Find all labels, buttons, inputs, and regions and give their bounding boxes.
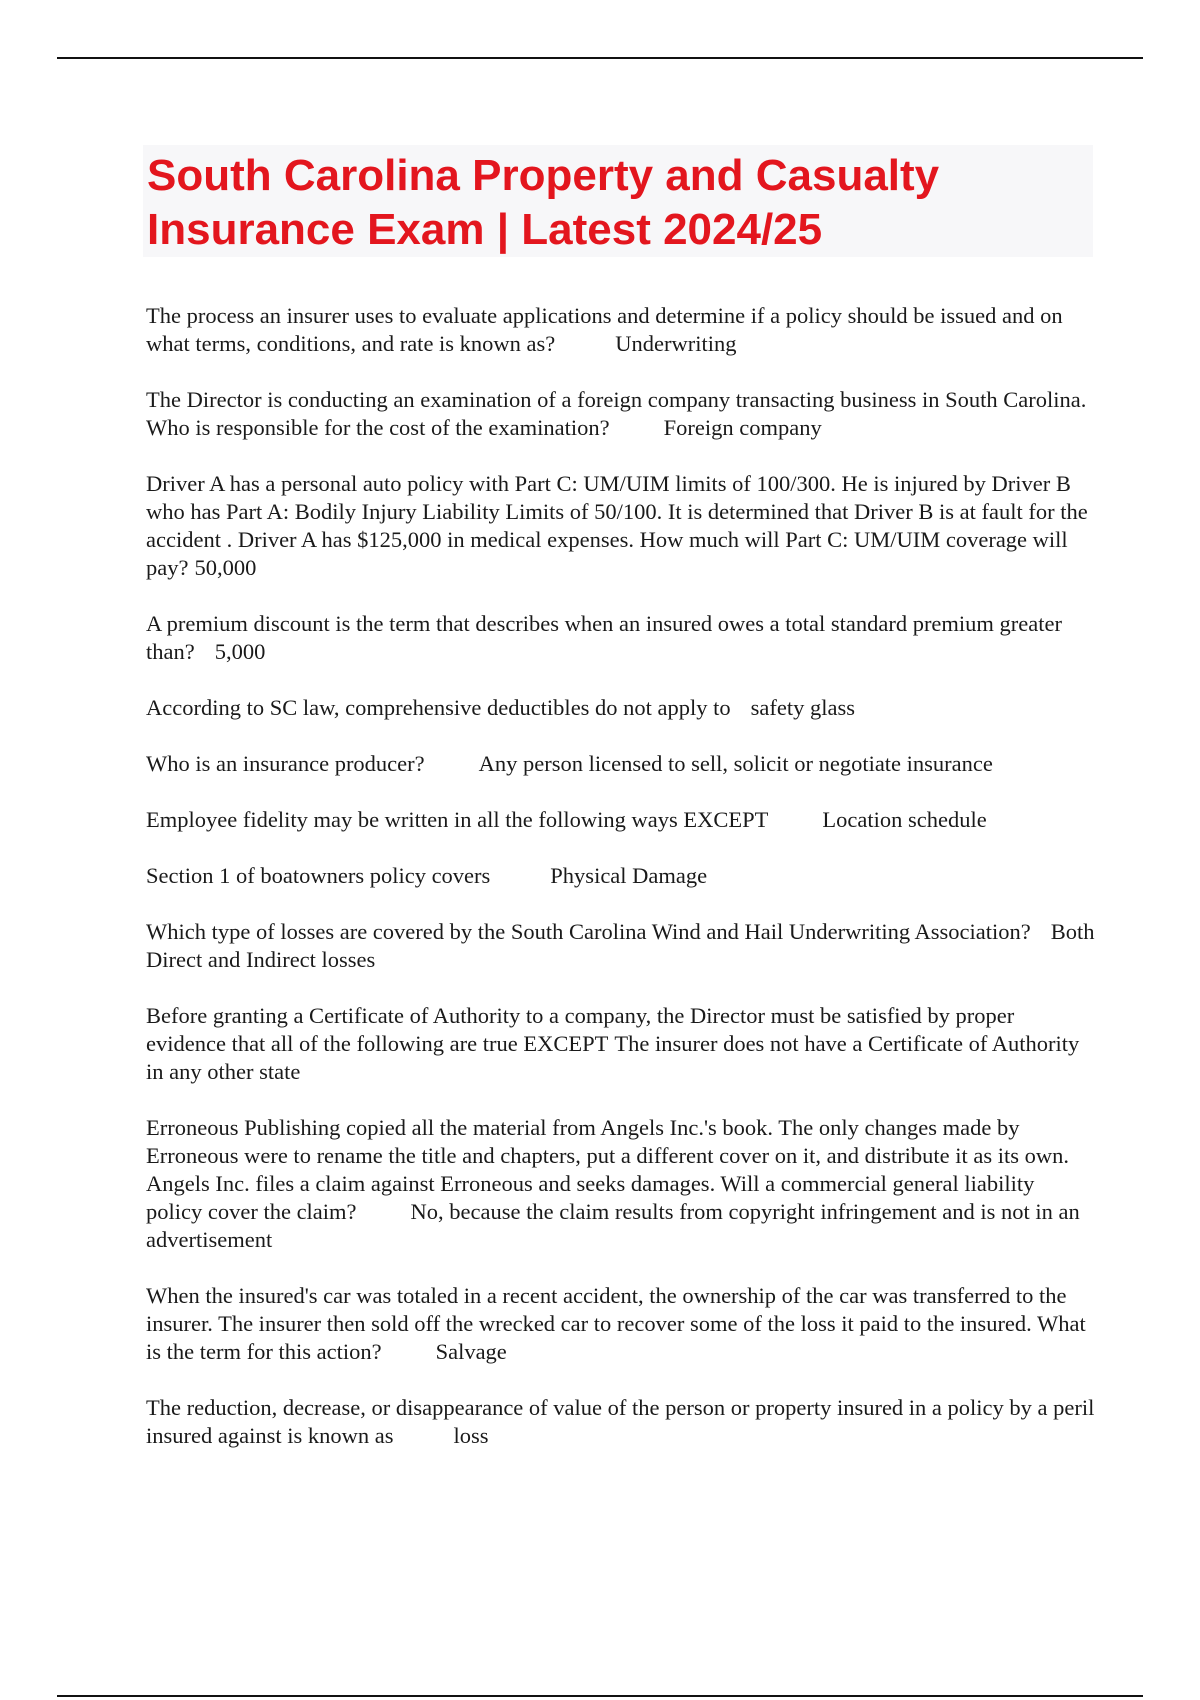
top-rule bbox=[57, 57, 1143, 59]
bottom-rule bbox=[57, 1695, 1143, 1697]
question-text: Erroneous Publishing copied all the material from Angels Inc.'s book. The only changes made by Erroneous were to rename the title and chapters, put a different cover on it, and distribute it as its own. Angels Inc. files a claim against Erroneous and seeks damages. Will a commercial general liability policy cover the claim? bbox=[146, 1115, 1070, 1224]
question-answer-list bbox=[146, 302, 1096, 1478]
answer-text: 5,000 bbox=[214, 639, 266, 664]
question-text: A premium discount is the term that describes when an insured owes a total standard premium greater than? bbox=[146, 611, 1062, 664]
question-text: When the insured's car was totaled in a recent accident, the ownership of the car was transferred to the insurer. The insurer then sold off the wrecked car to recover some of the loss it paid to the insured. What is the term for this action? bbox=[146, 1283, 1086, 1364]
qa-item-8 bbox=[146, 862, 1096, 890]
qa-item-4 bbox=[146, 610, 1096, 666]
question-text: Section 1 of boatowners policy covers bbox=[146, 863, 491, 888]
question-text: Driver A has a personal auto policy with Part C: UM/UIM limits of 100/300. He is injured by Driver B who has Part A: Bodily Injury Liability Limits of 50/100. It is determined that Driver B is at fault for the accident . Driver A has $125,000 in medical expenses. How much will Part C: UM/UIM coverage will pay? bbox=[146, 471, 1088, 580]
answer-text: Underwriting bbox=[615, 331, 737, 356]
qa-item-10 bbox=[146, 1002, 1096, 1086]
question-text: The Director is conducting an examination of a foreign company transacting business in South Carolina. Who is responsible for the cost of the examination? bbox=[146, 387, 1087, 440]
answer-text: The insurer does not have a Certificate of Authority in any other state bbox=[146, 1031, 1080, 1084]
answer-text: 50,000 bbox=[194, 555, 257, 580]
qa-item-11 bbox=[146, 1114, 1096, 1254]
qa-item-13 bbox=[146, 1394, 1096, 1450]
answer-text: safety glass bbox=[750, 695, 856, 720]
question-text: Which type of losses are covered by the South Carolina Wind and Hail Underwriting Association? bbox=[146, 919, 1031, 944]
question-text: According to SC law, comprehensive deductibles do not apply to bbox=[146, 695, 731, 720]
qa-item-3 bbox=[146, 470, 1096, 582]
question-text: The reduction, decrease, or disappearance of value of the person or property insured in a policy by a peril insured against is known as bbox=[146, 1395, 1095, 1448]
qa-item-12 bbox=[146, 1282, 1096, 1366]
qa-item-1 bbox=[146, 302, 1096, 358]
answer-text: Salvage bbox=[435, 1339, 507, 1364]
question-text: The process an insurer uses to evaluate applications and determine if a policy should be issued and on what terms, conditions, and rate is known as? bbox=[146, 303, 1063, 356]
question-text: Employee fidelity may be written in all the following ways EXCEPT bbox=[146, 807, 769, 832]
document-title: South Carolina Property and Casualty Insurance Exam | Latest 2024/25 bbox=[147, 151, 940, 254]
answer-text: No, because the claim results from copyright infringement and is not in an advertisement bbox=[146, 1199, 1080, 1252]
question-text: Before granting a Certificate of Authority to a company, the Director must be satisfied by proper evidence that all of the following are true EXCEPT bbox=[146, 1003, 1015, 1056]
answer-text: Foreign company bbox=[663, 415, 822, 440]
answer-text: loss bbox=[453, 1423, 489, 1448]
answer-text: Any person licensed to sell, solicit or negotiate insurance bbox=[478, 751, 993, 776]
title-banner bbox=[143, 145, 1093, 257]
qa-item-6 bbox=[146, 750, 1096, 778]
answer-text: Both Direct and Indirect losses bbox=[146, 919, 1095, 972]
qa-item-5 bbox=[146, 694, 1096, 722]
qa-item-7 bbox=[146, 806, 1096, 834]
answer-text: Physical Damage bbox=[550, 863, 708, 888]
qa-item-9 bbox=[146, 918, 1096, 974]
answer-text: Location schedule bbox=[822, 807, 987, 832]
qa-item-2 bbox=[146, 386, 1096, 442]
question-text: Who is an insurance producer? bbox=[146, 751, 425, 776]
